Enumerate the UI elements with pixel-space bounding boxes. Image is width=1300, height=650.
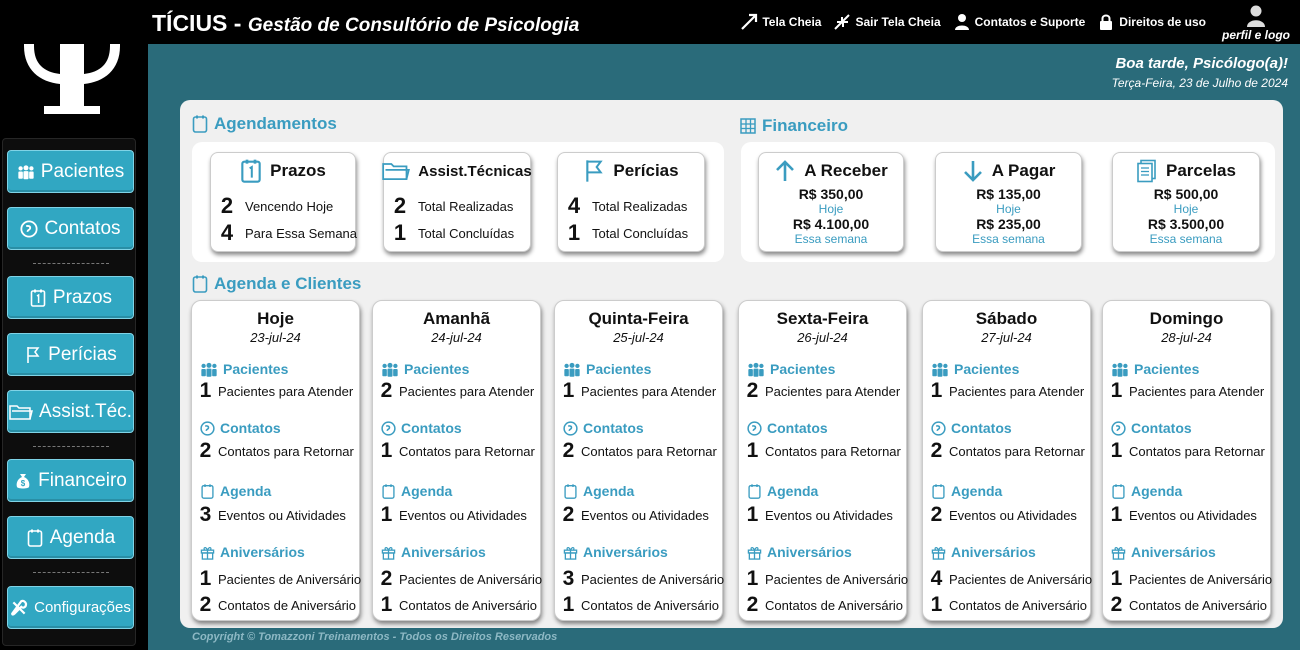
agenda-section: Agenda [563, 483, 634, 499]
calendar-icon [563, 484, 578, 499]
exit-fullscreen-button[interactable]: Sair Tela Cheia [833, 13, 940, 31]
collapse-icon [833, 13, 851, 31]
day-date: 23-jul-24 [250, 330, 301, 345]
agenda-count[interactable]: 3 Eventos ou Atividades [199, 503, 346, 526]
grid-icon [740, 117, 756, 135]
sidebar-item-pacientes[interactable]: Pacientes [7, 150, 134, 193]
calendar-icon [240, 159, 262, 183]
a-pagar-card[interactable]: A Pagar R$ 135,00 Hoje R$ 235,00 Essa semana [935, 152, 1082, 252]
contatos-count[interactable]: 2 Contatos para Retornar [199, 439, 354, 462]
fullscreen-button[interactable]: Tela Cheia [740, 13, 821, 31]
assist-row: 1 Total Concluídas [393, 220, 515, 245]
day-name: Amanhã [422, 309, 491, 328]
dashboard-panel [180, 100, 1283, 628]
contatos-section: Contatos [747, 420, 828, 436]
aniversarios-section: Aniversários [381, 544, 486, 560]
pacientes-count[interactable]: 1 Pacientes para Atender [1110, 379, 1265, 402]
calendar-icon [381, 484, 396, 499]
people-icon [931, 362, 949, 377]
day-name: Hoje [257, 309, 294, 328]
terms-button[interactable]: Direitos de uso [1097, 13, 1206, 31]
aniv-pacientes-count[interactable]: 1 Pacientes de Aniversário [199, 567, 362, 590]
contact-icon [20, 220, 38, 238]
calendar-icon [200, 484, 215, 499]
contact-icon [563, 421, 578, 436]
pacientes-count[interactable]: 1 Pacientes para Atender [930, 379, 1085, 402]
aniv-pacientes-count[interactable]: 3 Pacientes de Aniversário [562, 567, 725, 590]
flag-icon [24, 346, 42, 364]
contact-icon [200, 421, 215, 436]
agendamentos-title: Agendamentos [192, 114, 337, 134]
people-icon [1111, 362, 1129, 377]
sidebar-separator [33, 572, 109, 573]
contact-icon [1111, 421, 1126, 436]
gift-icon [200, 545, 215, 560]
agenda-section: Agenda [1111, 483, 1182, 499]
agenda-section: Agenda [200, 483, 271, 499]
calendar-icon [192, 115, 208, 133]
calendar-icon [29, 289, 47, 307]
day-card[interactable] [554, 300, 723, 621]
gift-icon [381, 545, 396, 560]
gift-icon [747, 545, 762, 560]
day-card[interactable] [372, 300, 541, 621]
pacientes-count[interactable]: 1 Pacientes para Atender [199, 379, 354, 402]
day-name: Domingo [1149, 309, 1224, 328]
sidebar-item-agenda[interactable]: Agenda [7, 516, 134, 559]
arrow-up-icon [774, 159, 796, 183]
contatos-count[interactable]: 1 Contatos para Retornar [1110, 439, 1265, 462]
contatos-section: Contatos [200, 420, 281, 436]
agenda-clientes-title: Agenda e Clientes [192, 274, 361, 294]
sidebar [0, 0, 148, 650]
svg-text:$: $ [20, 478, 26, 488]
day-card[interactable] [738, 300, 907, 621]
prazos-row: 2 Vencendo Hoje [220, 193, 334, 218]
contatos-section: Contatos [381, 420, 462, 436]
financeiro-group [741, 142, 1275, 262]
contatos-count[interactable]: 1 Contatos para Retornar [380, 439, 535, 462]
aniv-pacientes-count[interactable]: 1 Pacientes de Aniversário [1110, 567, 1273, 590]
gift-icon [563, 545, 578, 560]
aniv-pacientes-count[interactable]: 4 Pacientes de Aniversário [930, 567, 1093, 590]
sidebar-item-configuracoes[interactable]: Configurações [7, 586, 134, 629]
contatos-section: Contatos [1111, 420, 1192, 436]
pericias-card[interactable]: Perícias 4 Total Realizadas 1 Total Concluídas [557, 152, 705, 252]
flag-icon [583, 159, 605, 183]
pacientes-count[interactable]: 1 Pacientes para Atender [562, 379, 717, 402]
sidebar-item-prazos[interactable]: Prazos [7, 276, 134, 319]
contatos-section: Contatos [931, 420, 1012, 436]
aniversarios-section: Aniversários [931, 544, 1036, 560]
agenda-count[interactable]: 1 Eventos ou Atividades [1110, 503, 1257, 526]
sidebar-menu [2, 138, 136, 646]
contatos-count[interactable]: 2 Contatos para Retornar [930, 439, 1085, 462]
agenda-section: Agenda [381, 483, 452, 499]
aniv-contatos-count[interactable]: 2 Contatos de Aniversário [1110, 593, 1268, 616]
sidebar-item-contatos[interactable]: Contatos [7, 207, 134, 250]
pacientes-section: Pacientes [931, 361, 1019, 377]
assist-row: 2 Total Realizadas [393, 193, 514, 218]
financeiro-title: Financeiro [740, 116, 848, 136]
document-icon [1136, 159, 1158, 183]
a-receber-card[interactable]: A Receber R$ 350,00 Hoje R$ 4.100,00 Essa semana [758, 152, 904, 252]
app-title: TÍCIUS - Gestão de Consultório de Psicologia [152, 10, 580, 36]
current-date: Terça-Feira, 23 de Julho de 2024 [1111, 76, 1288, 90]
calendar-icon [931, 484, 946, 499]
pacientes-section: Pacientes [747, 361, 835, 377]
contatos-count[interactable]: 2 Contatos para Retornar [562, 439, 717, 462]
top-actions [740, 0, 1290, 44]
assist-tecnicas-card[interactable]: Assist.Técnicas 2 Total Realizadas 1 Total Concluídas [383, 152, 531, 252]
day-card[interactable] [922, 300, 1091, 621]
day-name: Sexta-Feira [776, 309, 869, 328]
top-bar [0, 0, 1300, 44]
people-icon [200, 362, 218, 377]
pacientes-section: Pacientes [200, 361, 288, 377]
contact-icon [381, 421, 396, 436]
profile-button[interactable]: perfil e logo [1222, 4, 1290, 42]
sidebar-item-pericias[interactable]: Perícias [7, 333, 134, 376]
aniv-contatos-count[interactable]: 1 Contatos de Aniversário [380, 593, 538, 616]
aniversarios-section: Aniversários [563, 544, 668, 560]
pacientes-count[interactable]: 2 Pacientes para Atender [746, 379, 901, 402]
agenda-section: Agenda [747, 483, 818, 499]
lock-icon [1097, 13, 1115, 31]
contatos-section: Contatos [563, 420, 644, 436]
people-icon [747, 362, 765, 377]
day-date: 24-jul-24 [431, 330, 482, 345]
folder-icon [9, 403, 33, 421]
sidebar-separator [33, 446, 109, 447]
people-icon [17, 163, 35, 181]
day-name: Quinta-Feira [588, 309, 689, 328]
greeting-message: Boa tarde, Psicólogo(a)! [1115, 55, 1288, 72]
aniv-contatos-count[interactable]: 2 Contatos de Aniversário [746, 593, 904, 616]
agenda-count[interactable]: 2 Eventos ou Atividades [930, 503, 1077, 526]
greeting [1112, 55, 1288, 90]
calendar-icon [1111, 484, 1126, 499]
aniv-pacientes-count[interactable]: 2 Pacientes de Aniversário [380, 567, 543, 590]
gift-icon [931, 545, 946, 560]
support-button[interactable]: Contatos e Suporte [953, 13, 1086, 31]
people-icon [563, 362, 581, 377]
aniv-pacientes-count[interactable]: 1 Pacientes de Aniversário [746, 567, 909, 590]
contact-icon [931, 421, 946, 436]
folder-icon [382, 159, 410, 183]
gift-icon [1111, 545, 1126, 560]
prazos-card[interactable]: Prazos 2 Vencendo Hoje 4 Para Essa Semana [210, 152, 356, 252]
pacientes-section: Pacientes [1111, 361, 1199, 377]
day-card[interactable] [191, 300, 360, 621]
aniv-contatos-count[interactable]: 1 Contatos de Aniversário [930, 593, 1088, 616]
user-icon [953, 13, 971, 31]
sidebar-item-assist-tec[interactable]: Assist.Téc. [7, 390, 134, 433]
prazos-row: 4 Para Essa Semana [220, 220, 358, 245]
agendamentos-group [192, 142, 724, 262]
day-name: Sábado [975, 309, 1038, 328]
arrow-down-icon [962, 159, 984, 183]
aniversarios-section: Aniversários [747, 544, 852, 560]
contatos-count[interactable]: 1 Contatos para Retornar [746, 439, 901, 462]
agenda-count[interactable]: 1 Eventos ou Atividades [746, 503, 893, 526]
people-icon [381, 362, 399, 377]
gear-icon [10, 599, 28, 617]
day-date: 28-jul-24 [1161, 330, 1212, 345]
aniversarios-section: Aniversários [1111, 544, 1216, 560]
agenda-count[interactable]: 2 Eventos ou Atividades [562, 503, 709, 526]
calendar-icon [747, 484, 762, 499]
aniv-contatos-count[interactable]: 1 Contatos de Aniversário [562, 593, 720, 616]
day-date: 25-jul-24 [613, 330, 664, 345]
calendar-icon [192, 275, 208, 293]
pacientes-count[interactable]: 2 Pacientes para Atender [380, 379, 535, 402]
pericias-row: 4 Total Realizadas [567, 193, 688, 218]
profile-icon [1245, 4, 1267, 28]
sidebar-separator [33, 263, 109, 264]
pacientes-section: Pacientes [381, 361, 469, 377]
pericias-row: 1 Total Concluídas [567, 220, 689, 245]
aniversarios-section: Aniversários [200, 544, 305, 560]
contact-icon [747, 421, 762, 436]
calendar-month-icon [26, 529, 44, 547]
aniv-contatos-count[interactable]: 2 Contatos de Aniversário [199, 593, 357, 616]
agenda-section: Agenda [931, 483, 1002, 499]
day-card[interactable] [1102, 300, 1271, 621]
sidebar-item-financeiro[interactable]: $ Financeiro [7, 459, 134, 502]
day-date: 27-jul-24 [981, 330, 1032, 345]
money-bag-icon [14, 472, 32, 490]
parcelas-card[interactable]: Parcelas R$ 500,00 Hoje R$ 3.500,00 Essa semana [1112, 152, 1260, 252]
agenda-count[interactable]: 1 Eventos ou Atividades [380, 503, 527, 526]
day-date: 26-jul-24 [797, 330, 848, 345]
pacientes-section: Pacientes [563, 361, 651, 377]
copyright-footer: Copyright © Tomazzoni Treinamentos - Todos os Direitos Reservados [192, 631, 558, 643]
expand-icon [740, 13, 758, 31]
